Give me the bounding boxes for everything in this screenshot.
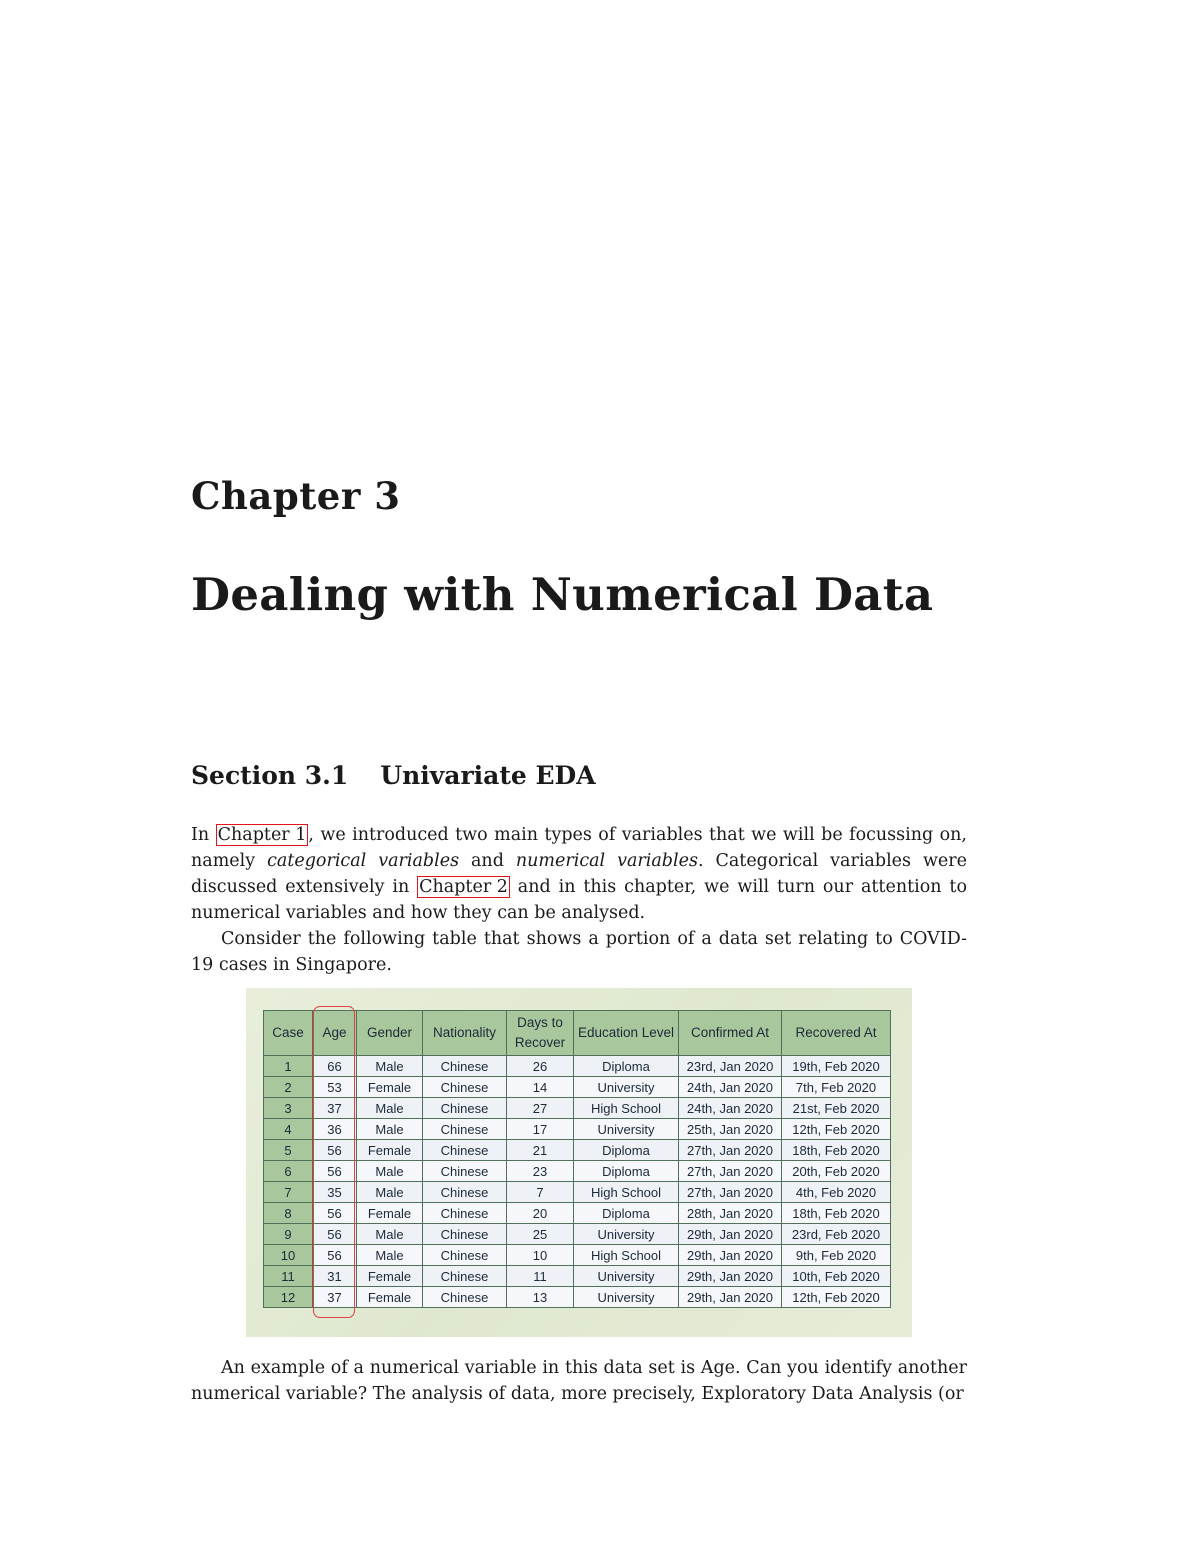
table-cell: 6 <box>264 1161 313 1182</box>
table-cell: Diploma <box>574 1161 679 1182</box>
table-cell: 29th, Jan 2020 <box>679 1224 782 1245</box>
table-cell: 23rd, Jan 2020 <box>679 1056 782 1077</box>
table-cell: 56 <box>313 1140 357 1161</box>
table-cell: 35 <box>313 1182 357 1203</box>
chapter-label: Chapter 3 <box>191 474 401 518</box>
table-cell: 17 <box>507 1119 574 1140</box>
table-cell: 2 <box>264 1077 313 1098</box>
header-gender: Gender <box>357 1011 423 1056</box>
table-cell: 10 <box>264 1245 313 1266</box>
text-run: and in this chapter, we will turn our attention to numerical variables and how they can be analysed. <box>191 877 967 923</box>
table-cell: 56 <box>313 1224 357 1245</box>
table-cell: 56 <box>313 1161 357 1182</box>
table-cell: Chinese <box>423 1119 507 1140</box>
table-header-row <box>264 1011 891 1056</box>
table-cell: Male <box>357 1161 423 1182</box>
table-cell: 26 <box>507 1056 574 1077</box>
table-cell: 66 <box>313 1056 357 1077</box>
table-cell: 23 <box>507 1161 574 1182</box>
table-row <box>264 1266 891 1287</box>
covid-data-table <box>263 1010 891 1308</box>
table-cell: University <box>574 1287 679 1308</box>
table-cell: 7th, Feb 2020 <box>782 1077 891 1098</box>
covid-table-figure <box>246 988 912 1337</box>
table-cell: 11 <box>264 1266 313 1287</box>
table-cell: Diploma <box>574 1056 679 1077</box>
table-cell: 27th, Jan 2020 <box>679 1140 782 1161</box>
table-cell: 21st, Feb 2020 <box>782 1098 891 1119</box>
table-cell: 36 <box>313 1119 357 1140</box>
table-cell: 27th, Jan 2020 <box>679 1161 782 1182</box>
table-cell: High School <box>574 1245 679 1266</box>
table-cell: Female <box>357 1140 423 1161</box>
table-cell: Chinese <box>423 1077 507 1098</box>
table-cell: 28th, Jan 2020 <box>679 1203 782 1224</box>
header-education-level: Education Level <box>574 1011 679 1056</box>
term-numerical: numerical variables <box>515 851 698 871</box>
table-cell: 4 <box>264 1119 313 1140</box>
section-title: Univariate EDA <box>380 761 596 790</box>
table-cell: Male <box>357 1224 423 1245</box>
table-cell: 10 <box>507 1245 574 1266</box>
section-heading <box>191 761 596 790</box>
table-row <box>264 1119 891 1140</box>
table-cell: 20th, Feb 2020 <box>782 1161 891 1182</box>
table-cell: Chinese <box>423 1161 507 1182</box>
header-case: Case <box>264 1011 313 1056</box>
text-run: In <box>191 825 216 845</box>
table-cell: Chinese <box>423 1266 507 1287</box>
table-cell: Chinese <box>423 1098 507 1119</box>
table-cell: Male <box>357 1182 423 1203</box>
table-cell: University <box>574 1224 679 1245</box>
table-cell: 3 <box>264 1098 313 1119</box>
chapter-1-link[interactable]: Chapter 1 <box>217 825 307 845</box>
table-cell: 7 <box>507 1182 574 1203</box>
text-run: and <box>459 851 516 871</box>
table-cell: 19th, Feb 2020 <box>782 1056 891 1077</box>
table-row <box>264 1224 891 1245</box>
table-cell: Female <box>357 1287 423 1308</box>
table-cell: 56 <box>313 1245 357 1266</box>
table-cell: 29th, Jan 2020 <box>679 1287 782 1308</box>
header-recovered-at: Recovered At <box>782 1011 891 1056</box>
table-cell: Female <box>357 1077 423 1098</box>
table-cell: 12th, Feb 2020 <box>782 1287 891 1308</box>
table-cell: 9th, Feb 2020 <box>782 1245 891 1266</box>
table-cell: 10th, Feb 2020 <box>782 1266 891 1287</box>
table-cell: 24th, Jan 2020 <box>679 1077 782 1098</box>
table-cell: 4th, Feb 2020 <box>782 1182 891 1203</box>
table-row <box>264 1245 891 1266</box>
table-cell: High School <box>574 1098 679 1119</box>
table-cell: Diploma <box>574 1140 679 1161</box>
table-cell: Male <box>357 1056 423 1077</box>
table-cell: Chinese <box>423 1140 507 1161</box>
table-cell: 12 <box>264 1287 313 1308</box>
table-cell: 12th, Feb 2020 <box>782 1119 891 1140</box>
table-cell: 27 <box>507 1098 574 1119</box>
table-cell: 1 <box>264 1056 313 1077</box>
table-cell: 18th, Feb 2020 <box>782 1140 891 1161</box>
table-row <box>264 1182 891 1203</box>
table-cell: 20 <box>507 1203 574 1224</box>
table-cell: Chinese <box>423 1056 507 1077</box>
table-cell: 23rd, Feb 2020 <box>782 1224 891 1245</box>
term-categorical: categorical variables <box>267 851 460 871</box>
table-cell: 37 <box>313 1098 357 1119</box>
table-cell: 37 <box>313 1287 357 1308</box>
table-row <box>264 1056 891 1077</box>
table-row <box>264 1287 891 1308</box>
table-cell: 31 <box>313 1266 357 1287</box>
table-cell: 25th, Jan 2020 <box>679 1119 782 1140</box>
table-cell: 21 <box>507 1140 574 1161</box>
chapter-2-link[interactable]: Chapter 2 <box>419 877 508 897</box>
chapter-title: Dealing with Numerical Data <box>191 568 934 621</box>
table-cell: Chinese <box>423 1182 507 1203</box>
header-days-line1: Days to <box>517 1015 563 1030</box>
table-cell: 24th, Jan 2020 <box>679 1098 782 1119</box>
table-cell: 5 <box>264 1140 313 1161</box>
header-days-line2: Recover <box>514 1035 566 1050</box>
table-cell: University <box>574 1077 679 1098</box>
table-intro-paragraph: Consider the following table that shows a portion of a data set relating to COVID-19 cases in Singapore. <box>191 929 967 975</box>
table-cell: 11 <box>507 1266 574 1287</box>
intro-paragraph <box>191 822 967 926</box>
table-cell: 25 <box>507 1224 574 1245</box>
table-cell: 29th, Jan 2020 <box>679 1266 782 1287</box>
table-cell: 18th, Feb 2020 <box>782 1203 891 1224</box>
example-paragraph: An example of a numerical variable in this data set is Age. Can you identify another numerical variable? The analysis of data, more precisely, Exploratory Data Analysis (or <box>191 1358 967 1404</box>
table-cell: Chinese <box>423 1287 507 1308</box>
table-cell: Chinese <box>423 1245 507 1266</box>
table-cell: Female <box>357 1203 423 1224</box>
text-run: , we introduced two main types of variables that we will be focussing on, namely <box>191 825 967 871</box>
table-row <box>264 1077 891 1098</box>
table-cell: University <box>574 1119 679 1140</box>
table-cell: 29th, Jan 2020 <box>679 1245 782 1266</box>
table-cell: Male <box>357 1119 423 1140</box>
table-cell: Male <box>357 1098 423 1119</box>
table-cell: Chinese <box>423 1203 507 1224</box>
header-nationality: Nationality <box>423 1011 507 1056</box>
text-run: . Categorical variables were discussed extensively in <box>191 851 968 897</box>
table-row <box>264 1203 891 1224</box>
table-cell: High School <box>574 1182 679 1203</box>
header-days-to-recover <box>507 1011 574 1056</box>
table-cell: Diploma <box>574 1203 679 1224</box>
header-confirmed-at: Confirmed At <box>679 1011 782 1056</box>
table-cell: 8 <box>264 1203 313 1224</box>
table-row <box>264 1140 891 1161</box>
table-row <box>264 1161 891 1182</box>
section-number: Section 3.1 <box>191 761 349 790</box>
header-age: Age <box>313 1011 357 1056</box>
table-cell: University <box>574 1266 679 1287</box>
table-cell: Chinese <box>423 1224 507 1245</box>
table-cell: Female <box>357 1266 423 1287</box>
table-cell: 56 <box>313 1203 357 1224</box>
table-cell: 27th, Jan 2020 <box>679 1182 782 1203</box>
table-cell: 13 <box>507 1287 574 1308</box>
table-cell: Male <box>357 1245 423 1266</box>
table-cell: 53 <box>313 1077 357 1098</box>
table-cell: 7 <box>264 1182 313 1203</box>
table-cell: 9 <box>264 1224 313 1245</box>
table-row <box>264 1098 891 1119</box>
table-cell: 14 <box>507 1077 574 1098</box>
